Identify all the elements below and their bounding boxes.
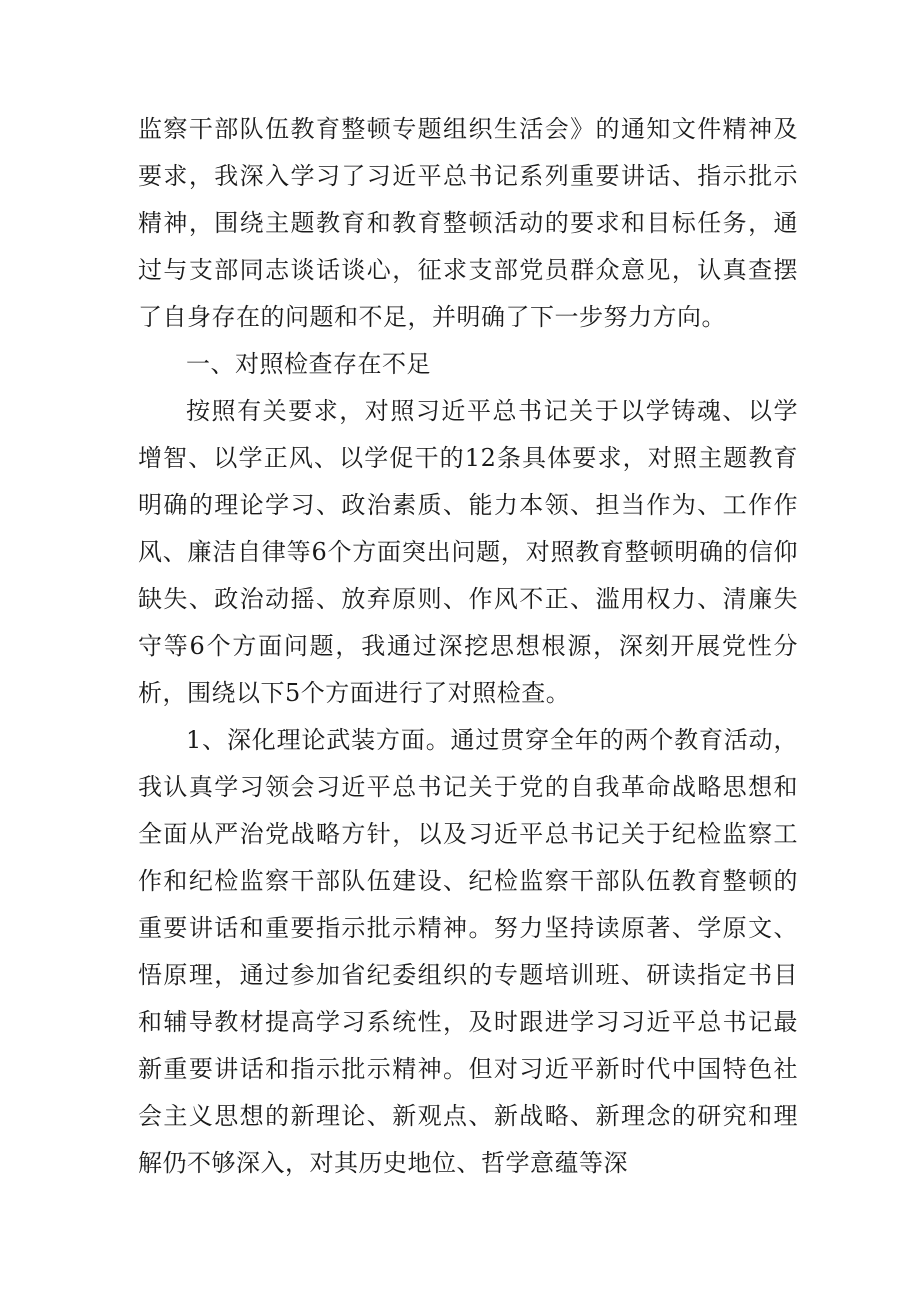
paragraph-theory: 1、深化理论武装方面。通过贯穿全年的两个教育活动，我认真学习领会习近平总书记关于党的自我革命战略思想和全面从严治党战略方针，以及习近平总书记关于纪检监察工作和纪检监察干部队伍建设、纪检监察干部队伍教育整顿的重要讲话和重要指示批示精神。努力坚持读原著、学原文、悟原理，通过参加省纪委组织的专题培训班、研读指定书目和辅导教材提高学习系统性，及时跟进学习习近平总书记最新重要讲话和指示批示精神。但对习近平新时代中国特色社会主义思想的新理论、新观点、新战略、新理念的研究和理解仍不够深入，对其历史地位、哲学意蕴等深 [138,726,798,1177]
document-body [138,106,798,1187]
section-heading: 一、对照检查存在不足 [186,350,431,378]
paragraph-requirements: 按照有关要求，对照习近平总书记关于以学铸魂、以学增智、以学正风、以学促干的12条具体要求，对照主题教育明确的理论学习、政治素质、能力本领、担当作为、工作作风、廉洁自律等6个方面突出问题，对照教育整顿明确的信仰缺失、政治动摇、放弃原则、作风不正、滥用权力、清廉失守等6个方面问题，我通过深挖思想根源，深刻开展党性分析，围绕以下5个方面进行了对照检查。 [138,397,798,707]
paragraph-continuation: 监察干部队伍教育整顿专题组织生活会》的通知文件精神及要求，我深入学习了习近平总书记系列重要讲话、指示批示精神，围绕主题教育和教育整顿活动的要求和目标任务，通过与支部同志谈话谈心，征求支部党员群众意见，认真查摆了自身存在的问题和不足，并明确了下一步努力方向。 [138,115,798,331]
